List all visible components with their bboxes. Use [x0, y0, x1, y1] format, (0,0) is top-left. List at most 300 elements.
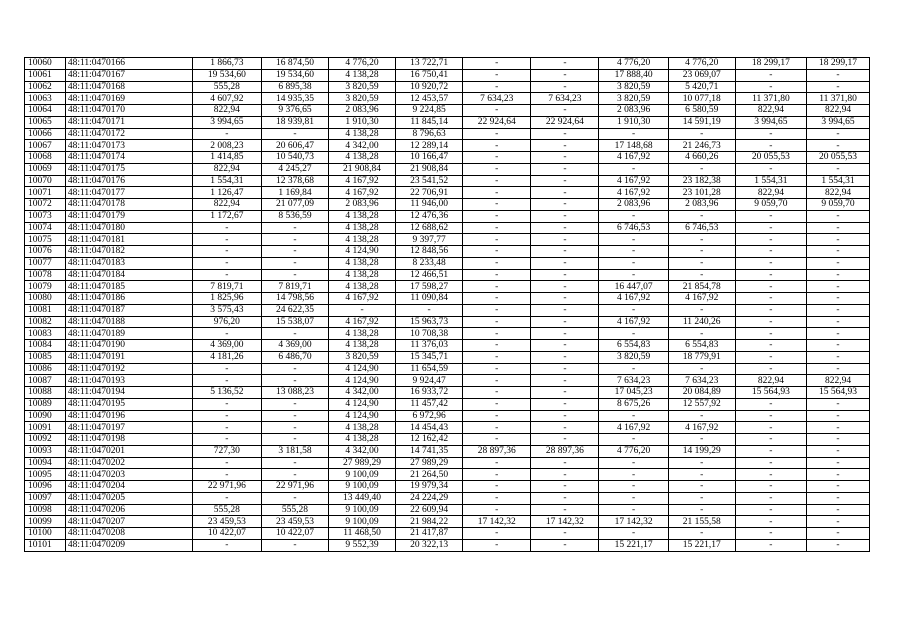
- cell-value-col-8: 5 420,71: [668, 81, 735, 93]
- cell-value-col-5: -: [463, 152, 531, 164]
- cell-value-col-2: 23 459,53: [261, 516, 328, 528]
- cell-cadastral-number: 48:11:0470196: [65, 410, 192, 422]
- cell-value-col-1: -: [192, 363, 261, 375]
- cell-value-col-5: -: [463, 269, 531, 281]
- cell-value-col-3: 4 138,28: [329, 328, 396, 340]
- table-row: [25, 69, 870, 81]
- data-table: [24, 57, 870, 552]
- cell-value-col-5: -: [463, 163, 531, 175]
- cell-value-col-6: -: [531, 304, 599, 316]
- cell-value-col-5: -: [463, 375, 531, 387]
- table-row: [25, 128, 870, 140]
- cell-value-col-9: -: [735, 434, 806, 446]
- cell-value-col-6: -: [531, 105, 599, 117]
- cell-cadastral-number: 48:11:0470202: [65, 457, 192, 469]
- cell-value-col-1: 23 459,53: [192, 516, 261, 528]
- cell-value-col-8: -: [668, 210, 735, 222]
- cell-row-number: 10101: [25, 539, 66, 551]
- cell-row-number: 10072: [25, 199, 66, 211]
- cell-value-col-6: -: [531, 351, 599, 363]
- cell-value-col-9: -: [735, 398, 806, 410]
- cell-value-col-7: 4 776,20: [599, 445, 668, 457]
- table-row: [25, 375, 870, 387]
- cell-value-col-5: -: [463, 398, 531, 410]
- cell-value-col-10: 1 554,31: [807, 175, 870, 187]
- cell-value-col-9: -: [735, 469, 806, 481]
- cell-value-col-6: -: [531, 257, 599, 269]
- cell-value-col-4: 12 688,62: [396, 222, 463, 234]
- table-row: [25, 105, 870, 117]
- cell-value-col-9: -: [735, 246, 806, 258]
- table-row: [25, 246, 870, 258]
- cell-value-col-7: 8 675,26: [599, 398, 668, 410]
- cell-value-col-3: 4 138,28: [329, 152, 396, 164]
- cell-value-col-8: -: [668, 481, 735, 493]
- cell-value-col-7: -: [599, 457, 668, 469]
- cell-value-col-6: -: [531, 528, 599, 540]
- cell-row-number: 10060: [25, 58, 66, 70]
- cell-value-col-7: -: [599, 163, 668, 175]
- cell-value-col-7: 4 776,20: [599, 58, 668, 70]
- cell-value-col-5: -: [463, 222, 531, 234]
- table-row: [25, 516, 870, 528]
- cell-value-col-7: 1 910,30: [599, 116, 668, 128]
- cell-row-number: 10079: [25, 281, 66, 293]
- cell-value-col-7: -: [599, 481, 668, 493]
- cell-value-col-10: -: [807, 222, 870, 234]
- cell-value-col-1: -: [192, 422, 261, 434]
- cell-value-col-8: -: [668, 257, 735, 269]
- cell-value-col-3: 4 167,92: [329, 175, 396, 187]
- cell-row-number: 10068: [25, 152, 66, 164]
- cell-value-col-8: -: [668, 434, 735, 446]
- cell-value-col-4: 9 397,77: [396, 234, 463, 246]
- cell-cadastral-number: 48:11:0470208: [65, 528, 192, 540]
- cell-value-col-10: 15 564,93: [807, 387, 870, 399]
- cell-value-col-5: -: [463, 504, 531, 516]
- cell-value-col-3: 4 167,92: [329, 293, 396, 305]
- cell-value-col-5: -: [463, 457, 531, 469]
- cell-value-col-1: 822,94: [192, 105, 261, 117]
- cell-value-col-8: 14 591,19: [668, 116, 735, 128]
- cell-value-col-2: -: [261, 363, 328, 375]
- cell-value-col-10: -: [807, 257, 870, 269]
- cell-value-col-3: 9 100,09: [329, 516, 396, 528]
- cell-cadastral-number: 48:11:0470191: [65, 351, 192, 363]
- cell-row-number: 10077: [25, 257, 66, 269]
- cell-cadastral-number: 48:11:0470181: [65, 234, 192, 246]
- cell-value-col-3: 2 083,96: [329, 105, 396, 117]
- cell-cadastral-number: 48:11:0470176: [65, 175, 192, 187]
- cell-cadastral-number: 48:11:0470198: [65, 434, 192, 446]
- table-row: [25, 269, 870, 281]
- cell-value-col-7: 17 148,68: [599, 140, 668, 152]
- cell-value-col-8: 4 776,20: [668, 58, 735, 70]
- cell-value-col-2: 6 895,38: [261, 81, 328, 93]
- cell-value-col-9: 20 055,53: [735, 152, 806, 164]
- cell-value-col-6: -: [531, 293, 599, 305]
- cell-value-col-5: -: [463, 316, 531, 328]
- cell-value-col-4: 12 476,36: [396, 210, 463, 222]
- cell-value-col-7: 4 167,92: [599, 422, 668, 434]
- cell-value-col-3: 9 100,09: [329, 469, 396, 481]
- cell-value-col-9: -: [735, 257, 806, 269]
- cell-value-col-3: 4 124,90: [329, 363, 396, 375]
- cell-value-col-3: 4 138,28: [329, 222, 396, 234]
- cell-value-col-7: -: [599, 269, 668, 281]
- cell-value-col-1: -: [192, 328, 261, 340]
- cell-value-col-4: 14 741,35: [396, 445, 463, 457]
- cell-value-col-8: 6 746,53: [668, 222, 735, 234]
- cell-value-col-7: -: [599, 492, 668, 504]
- table-row: [25, 163, 870, 175]
- cell-row-number: 10092: [25, 434, 66, 446]
- table-row: [25, 363, 870, 375]
- cell-value-col-1: 555,28: [192, 504, 261, 516]
- cell-value-col-4: 20 322,13: [396, 539, 463, 551]
- cell-value-col-1: 3 994,65: [192, 116, 261, 128]
- cell-value-col-4: 10 166,47: [396, 152, 463, 164]
- cell-value-col-9: -: [735, 269, 806, 281]
- cell-value-col-3: 4 342,00: [329, 445, 396, 457]
- cell-value-col-1: 727,30: [192, 445, 261, 457]
- cell-cadastral-number: 48:11:0470166: [65, 58, 192, 70]
- cell-value-col-2: -: [261, 457, 328, 469]
- cell-row-number: 10090: [25, 410, 66, 422]
- cell-value-col-10: -: [807, 504, 870, 516]
- cell-value-col-3: 27 989,29: [329, 457, 396, 469]
- cell-value-col-7: 3 820,59: [599, 351, 668, 363]
- cell-cadastral-number: 48:11:0470205: [65, 492, 192, 504]
- cell-cadastral-number: 48:11:0470187: [65, 304, 192, 316]
- cell-row-number: 10064: [25, 105, 66, 117]
- cell-value-col-9: 9 059,70: [735, 199, 806, 211]
- cell-value-col-5: 17 142,32: [463, 516, 531, 528]
- cell-value-col-10: -: [807, 469, 870, 481]
- cell-value-col-9: -: [735, 340, 806, 352]
- cell-value-col-2: 13 088,23: [261, 387, 328, 399]
- cell-value-col-1: 822,94: [192, 163, 261, 175]
- table-row: [25, 199, 870, 211]
- cell-value-col-8: -: [668, 528, 735, 540]
- cell-value-col-4: 9 224,85: [396, 105, 463, 117]
- cell-value-col-8: 11 240,26: [668, 316, 735, 328]
- cell-value-col-4: 9 924,47: [396, 375, 463, 387]
- cell-value-col-2: 15 538,07: [261, 316, 328, 328]
- cell-value-col-9: -: [735, 481, 806, 493]
- cell-value-col-8: 6 554,83: [668, 340, 735, 352]
- cell-value-col-5: -: [463, 187, 531, 199]
- cell-value-col-4: 21 264,50: [396, 469, 463, 481]
- cell-value-col-6: -: [531, 469, 599, 481]
- cell-value-col-10: 11 371,80: [807, 93, 870, 105]
- cell-value-col-5: -: [463, 105, 531, 117]
- cell-value-col-2: -: [261, 492, 328, 504]
- cell-value-col-8: 23 069,07: [668, 69, 735, 81]
- cell-value-col-5: 7 634,23: [463, 93, 531, 105]
- cell-cadastral-number: 48:11:0470206: [65, 504, 192, 516]
- cell-value-col-9: -: [735, 281, 806, 293]
- cell-value-col-4: 11 457,42: [396, 398, 463, 410]
- cell-value-col-9: -: [735, 528, 806, 540]
- cell-row-number: 10085: [25, 351, 66, 363]
- cell-value-col-4: 23 541,52: [396, 175, 463, 187]
- cell-value-col-2: -: [261, 222, 328, 234]
- table-row: [25, 340, 870, 352]
- cell-value-col-5: -: [463, 340, 531, 352]
- cell-value-col-3: 4 342,00: [329, 140, 396, 152]
- cell-value-col-1: 4 369,00: [192, 340, 261, 352]
- cell-cadastral-number: 48:11:0470180: [65, 222, 192, 234]
- cell-value-col-4: 19 979,34: [396, 481, 463, 493]
- cell-value-col-5: -: [463, 257, 531, 269]
- cell-row-number: 10081: [25, 304, 66, 316]
- cell-value-col-9: 822,94: [735, 375, 806, 387]
- cell-value-col-1: -: [192, 222, 261, 234]
- cell-value-col-6: -: [531, 328, 599, 340]
- cell-cadastral-number: 48:11:0470169: [65, 93, 192, 105]
- cell-value-col-1: 1 126,47: [192, 187, 261, 199]
- cell-value-col-3: 4 167,92: [329, 187, 396, 199]
- cell-value-col-3: 4 138,28: [329, 128, 396, 140]
- cell-value-col-1: 1 172,67: [192, 210, 261, 222]
- cell-cadastral-number: 48:11:0470173: [65, 140, 192, 152]
- cell-value-col-7: 4 167,92: [599, 187, 668, 199]
- cell-value-col-10: 20 055,53: [807, 152, 870, 164]
- cell-value-col-9: -: [735, 304, 806, 316]
- cell-cadastral-number: 48:11:0470171: [65, 116, 192, 128]
- cell-value-col-10: -: [807, 340, 870, 352]
- cell-cadastral-number: 48:11:0470178: [65, 199, 192, 211]
- cell-value-col-8: -: [668, 163, 735, 175]
- table-row: [25, 351, 870, 363]
- cell-cadastral-number: 48:11:0470203: [65, 469, 192, 481]
- cell-value-col-2: 4 245,27: [261, 163, 328, 175]
- cell-value-col-3: 3 820,59: [329, 93, 396, 105]
- cell-value-col-1: -: [192, 269, 261, 281]
- cell-value-col-10: -: [807, 281, 870, 293]
- cell-value-col-2: 1 169,84: [261, 187, 328, 199]
- cell-cadastral-number: 48:11:0470194: [65, 387, 192, 399]
- cell-value-col-2: 10 422,07: [261, 528, 328, 540]
- cell-value-col-4: 11 090,84: [396, 293, 463, 305]
- cell-value-col-3: 4 138,28: [329, 281, 396, 293]
- table-row: [25, 116, 870, 128]
- cell-value-col-2: 14 798,56: [261, 293, 328, 305]
- cell-value-col-1: -: [192, 539, 261, 551]
- table-row: [25, 281, 870, 293]
- cell-row-number: 10097: [25, 492, 66, 504]
- cell-value-col-5: -: [463, 199, 531, 211]
- cell-value-col-2: -: [261, 398, 328, 410]
- cell-value-col-8: -: [668, 269, 735, 281]
- cell-cadastral-number: 48:11:0470167: [65, 69, 192, 81]
- cell-value-col-6: -: [531, 152, 599, 164]
- cell-value-col-3: 11 468,50: [329, 528, 396, 540]
- cell-row-number: 10080: [25, 293, 66, 305]
- cell-value-col-7: -: [599, 410, 668, 422]
- cell-value-col-5: -: [463, 69, 531, 81]
- cell-value-col-6: -: [531, 175, 599, 187]
- cell-value-col-2: -: [261, 434, 328, 446]
- cell-value-col-1: -: [192, 246, 261, 258]
- cell-value-col-9: 3 994,65: [735, 116, 806, 128]
- cell-value-col-1: -: [192, 128, 261, 140]
- cell-value-col-8: 15 221,17: [668, 539, 735, 551]
- cell-cadastral-number: 48:11:0470193: [65, 375, 192, 387]
- cell-row-number: 10066: [25, 128, 66, 140]
- cell-cadastral-number: 48:11:0470184: [65, 269, 192, 281]
- cell-value-col-3: 9 100,09: [329, 504, 396, 516]
- cell-value-col-6: -: [531, 281, 599, 293]
- cell-value-col-6: -: [531, 539, 599, 551]
- cell-value-col-1: -: [192, 410, 261, 422]
- cell-value-col-4: 27 989,29: [396, 457, 463, 469]
- cell-value-col-8: 21 854,78: [668, 281, 735, 293]
- cell-value-col-2: -: [261, 539, 328, 551]
- cell-value-col-9: -: [735, 492, 806, 504]
- cell-value-col-2: -: [261, 269, 328, 281]
- cell-cadastral-number: 48:11:0470195: [65, 398, 192, 410]
- cell-value-col-9: -: [735, 410, 806, 422]
- cell-value-col-7: -: [599, 257, 668, 269]
- cell-value-col-2: 9 376,65: [261, 105, 328, 117]
- cell-value-col-7: -: [599, 246, 668, 258]
- cell-value-col-3: 3 820,59: [329, 351, 396, 363]
- cell-value-col-6: -: [531, 187, 599, 199]
- cell-value-col-8: 21 246,73: [668, 140, 735, 152]
- cell-value-col-10: -: [807, 434, 870, 446]
- cell-cadastral-number: 48:11:0470175: [65, 163, 192, 175]
- cell-value-col-5: -: [463, 469, 531, 481]
- cell-value-col-3: 4 124,90: [329, 375, 396, 387]
- cell-value-col-7: -: [599, 528, 668, 540]
- cell-value-col-6: -: [531, 504, 599, 516]
- cell-value-col-7: -: [599, 234, 668, 246]
- cell-cadastral-number: 48:11:0470182: [65, 246, 192, 258]
- cell-value-col-5: -: [463, 351, 531, 363]
- cell-row-number: 10099: [25, 516, 66, 528]
- cell-value-col-5: -: [463, 492, 531, 504]
- cell-value-col-3: 4 138,28: [329, 210, 396, 222]
- cell-value-col-9: 18 299,17: [735, 58, 806, 70]
- cell-value-col-4: 15 963,73: [396, 316, 463, 328]
- cell-value-col-4: -: [396, 304, 463, 316]
- cell-value-col-4: 22 706,91: [396, 187, 463, 199]
- cell-value-col-2: 19 534,60: [261, 69, 328, 81]
- cell-value-col-9: -: [735, 140, 806, 152]
- cell-value-col-7: -: [599, 328, 668, 340]
- cell-value-col-6: -: [531, 199, 599, 211]
- cell-value-col-10: -: [807, 234, 870, 246]
- cell-row-number: 10100: [25, 528, 66, 540]
- cell-value-col-1: 4 607,92: [192, 93, 261, 105]
- cell-value-col-6: 28 897,36: [531, 445, 599, 457]
- cell-row-number: 10065: [25, 116, 66, 128]
- cell-cadastral-number: 48:11:0470183: [65, 257, 192, 269]
- cell-value-col-2: 8 536,59: [261, 210, 328, 222]
- cell-value-col-7: 6 554,83: [599, 340, 668, 352]
- cell-value-col-10: -: [807, 128, 870, 140]
- cell-value-col-4: 17 598,27: [396, 281, 463, 293]
- cell-value-col-8: -: [668, 457, 735, 469]
- cell-value-col-2: -: [261, 257, 328, 269]
- cell-value-col-2: 14 935,35: [261, 93, 328, 105]
- cell-value-col-9: -: [735, 351, 806, 363]
- table-row: [25, 492, 870, 504]
- cell-value-col-4: 12 466,51: [396, 269, 463, 281]
- cell-value-col-3: 13 449,40: [329, 492, 396, 504]
- cell-value-col-10: -: [807, 492, 870, 504]
- cell-value-col-6: 22 924,64: [531, 116, 599, 128]
- cell-value-col-5: -: [463, 81, 531, 93]
- cell-value-col-10: -: [807, 410, 870, 422]
- cell-value-col-1: 4 181,26: [192, 351, 261, 363]
- table-row: [25, 539, 870, 551]
- cell-value-col-10: -: [807, 140, 870, 152]
- cell-row-number: 10076: [25, 246, 66, 258]
- cell-value-col-5: -: [463, 539, 531, 551]
- cell-value-col-4: 8 233,48: [396, 257, 463, 269]
- cell-value-col-10: -: [807, 316, 870, 328]
- cell-value-col-2: -: [261, 246, 328, 258]
- cell-value-col-10: -: [807, 457, 870, 469]
- cell-value-col-7: 2 083,96: [599, 199, 668, 211]
- cell-cadastral-number: 48:11:0470174: [65, 152, 192, 164]
- cell-value-col-2: 20 606,47: [261, 140, 328, 152]
- cell-row-number: 10091: [25, 422, 66, 434]
- cell-value-col-2: 22 971,96: [261, 481, 328, 493]
- table-row: [25, 152, 870, 164]
- cell-value-col-9: -: [735, 422, 806, 434]
- cell-value-col-4: 21 984,22: [396, 516, 463, 528]
- cell-value-col-6: 7 634,23: [531, 93, 599, 105]
- cell-value-col-6: -: [531, 234, 599, 246]
- table-row: [25, 93, 870, 105]
- cell-value-col-5: -: [463, 422, 531, 434]
- table-body: [25, 58, 870, 552]
- cell-value-col-8: -: [668, 410, 735, 422]
- cell-cadastral-number: 48:11:0470201: [65, 445, 192, 457]
- cell-value-col-5: -: [463, 140, 531, 152]
- cell-value-col-8: 10 077,18: [668, 93, 735, 105]
- cell-value-col-6: -: [531, 481, 599, 493]
- table-row: [25, 222, 870, 234]
- cell-value-col-4: 12 289,14: [396, 140, 463, 152]
- cell-row-number: 10083: [25, 328, 66, 340]
- cell-row-number: 10062: [25, 81, 66, 93]
- cell-value-col-9: -: [735, 234, 806, 246]
- cell-value-col-7: -: [599, 210, 668, 222]
- cell-value-col-6: -: [531, 398, 599, 410]
- cell-value-col-1: 822,94: [192, 199, 261, 211]
- cell-value-col-3: 4 342,00: [329, 387, 396, 399]
- cell-value-col-6: 17 142,32: [531, 516, 599, 528]
- cell-value-col-5: -: [463, 58, 531, 70]
- cell-value-col-8: 2 083,96: [668, 199, 735, 211]
- cell-value-col-5: -: [463, 304, 531, 316]
- table-row: [25, 504, 870, 516]
- cell-value-col-10: -: [807, 445, 870, 457]
- cell-value-col-9: -: [735, 222, 806, 234]
- cell-value-col-6: -: [531, 363, 599, 375]
- cell-value-col-8: 12 557,92: [668, 398, 735, 410]
- table-row: [25, 528, 870, 540]
- cell-value-col-1: 976,20: [192, 316, 261, 328]
- cell-value-col-1: 3 575,43: [192, 304, 261, 316]
- cell-value-col-3: 1 910,30: [329, 116, 396, 128]
- cell-value-col-9: 11 371,80: [735, 93, 806, 105]
